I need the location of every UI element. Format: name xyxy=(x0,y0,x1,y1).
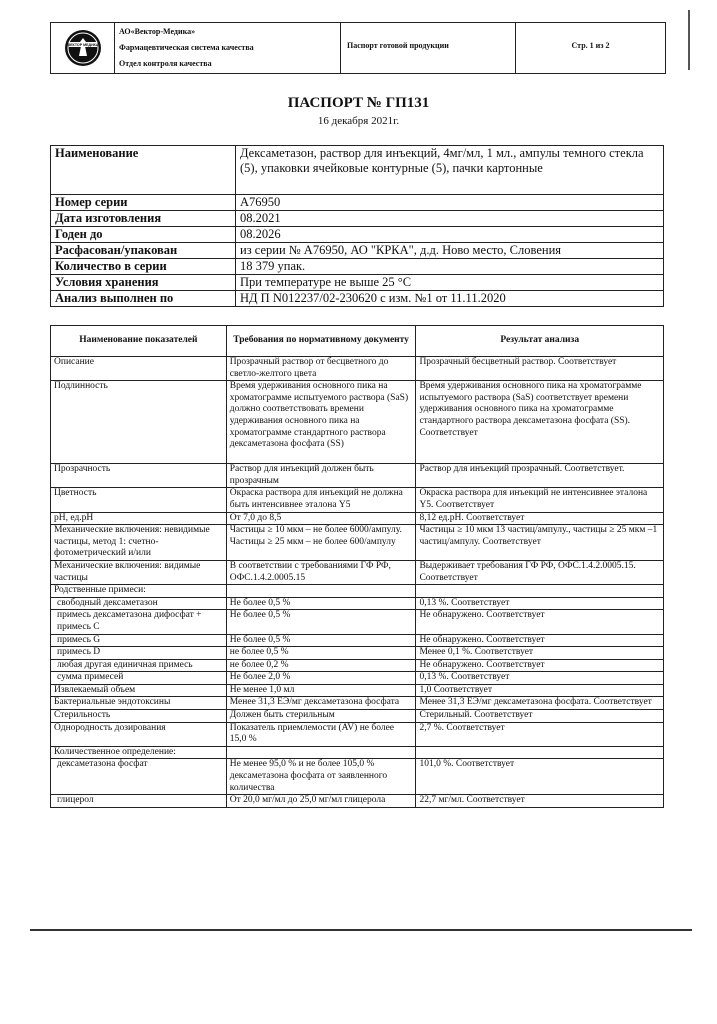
parameter-name: Извлекаемый объем xyxy=(51,684,227,697)
parameter-name: Механические включения: невидимые частицы, метод 1: счетно-фотометрический и/или xyxy=(51,525,227,561)
logo-emblem-icon xyxy=(63,28,103,68)
info-value: НД П N012237/02-230620 с изм. №1 от 11.11.2020 xyxy=(236,291,664,307)
info-row xyxy=(51,291,664,307)
table-row xyxy=(51,722,664,746)
info-row xyxy=(51,211,664,227)
info-label: Номер серии xyxy=(51,195,236,211)
result: 1,0 Соответствует xyxy=(416,684,664,697)
table-row xyxy=(51,560,664,584)
info-value: 18 379 упак. xyxy=(236,259,664,275)
logo-text: ВЕКТОР МЕДИКА xyxy=(67,43,98,47)
requirement: В соответствии с требованиями ГФ РФ, ОФС.1.4.2.0005.15 xyxy=(226,560,416,584)
info-label: Количество в серии xyxy=(51,259,236,275)
table-row xyxy=(51,610,664,634)
parameter-name: Подлинность xyxy=(51,381,227,464)
result: Выдерживает требования ГФ РФ, ОФС.1.4.2.0005.15. Соответствует xyxy=(416,560,664,584)
info-row xyxy=(51,259,664,275)
requirement xyxy=(226,746,416,759)
parameter-name: свободный дексаметазон xyxy=(51,597,227,610)
requirement: не более 0,2 % xyxy=(226,659,416,672)
parameter-name: pH, ед.pH xyxy=(51,512,227,525)
requirement xyxy=(226,585,416,598)
table-row xyxy=(51,357,664,381)
table-row xyxy=(51,672,664,685)
info-value: При температуре не выше 25 °С xyxy=(236,275,664,291)
parameter-name: Цветность xyxy=(51,488,227,512)
company-info xyxy=(115,23,341,73)
requirement: От 20,0 мг/мл до 25,0 мг/мл глицерола xyxy=(226,795,416,808)
requirement: Не более 0,5 % xyxy=(226,610,416,634)
result xyxy=(416,746,664,759)
requirement: Менее 31,3 ЕЭ/мг дексаметазона фосфата xyxy=(226,697,416,710)
table-row xyxy=(51,464,664,488)
requirement: Не более 0,5 % xyxy=(226,597,416,610)
table-row xyxy=(51,759,664,795)
result: 8,12 ед.pH. Соответствует xyxy=(416,512,664,525)
result: 0,13 %. Соответствует xyxy=(416,672,664,685)
info-row xyxy=(51,227,664,243)
requirement: Не менее 1,0 мл xyxy=(226,684,416,697)
info-value: из серии № A76950, АО "КРКА", д.д. Ново место, Словения xyxy=(236,243,664,259)
table-row xyxy=(51,488,664,512)
parameter-name: Родственные примеси: xyxy=(51,585,227,598)
result: Раствор для инъекций прозрачный. Соответствует. xyxy=(416,464,664,488)
table-row xyxy=(51,647,664,660)
specifications-table xyxy=(50,325,664,808)
requirement: Частицы ≥ 10 мкм – не более 6000/ампулу. Частицы ≥ 25 мкм – не более 600/ампулу xyxy=(226,525,416,561)
info-label: Дата изготовления xyxy=(51,211,236,227)
parameter-name: Бактериальные эндотоксины xyxy=(51,697,227,710)
requirement: Не более 0,5 % xyxy=(226,634,416,647)
parameter-name: любая другая единичная примесь xyxy=(51,659,227,672)
scan-edge-mark xyxy=(688,10,690,70)
specs-header-row xyxy=(51,326,664,357)
result xyxy=(416,585,664,598)
requirement: Не более 2,0 % xyxy=(226,672,416,685)
info-row xyxy=(51,146,664,195)
requirement: не более 0,5 % xyxy=(226,647,416,660)
result: Стерильный. Соответствует xyxy=(416,710,664,723)
page-number: Стр. 1 из 2 xyxy=(571,41,610,50)
result: 22,7 мг/мл. Соответствует xyxy=(416,795,664,808)
doc-type-label: Паспорт готовой продукции xyxy=(341,23,516,73)
info-label: Наименование xyxy=(51,146,236,195)
parameter-name: Стерильность xyxy=(51,710,227,723)
info-label: Расфасован/упакован xyxy=(51,243,236,259)
quality-system-label: Фармацевтическая система качества xyxy=(119,43,254,52)
department-label: Отдел контроля качества xyxy=(119,59,212,68)
result: Менее 31,3 ЕЭ/мг дексаметазона фосфата. Соответствует xyxy=(416,697,664,710)
parameter-name: дексаметазона фосфат xyxy=(51,759,227,795)
result: Частицы ≥ 10 мкм 13 частиц/ампулу., частицы ≥ 25 мкм –1 частиц/ампулу. Соответствует xyxy=(416,525,664,561)
result: Не обнаружено. Соответствует xyxy=(416,634,664,647)
info-label: Анализ выполнен по xyxy=(51,291,236,307)
table-row xyxy=(51,512,664,525)
requirement: Время удерживания основного пика на хроматограмме испытуемого раствора (SaS) должно соответствовать времени удерживания основного пика на хроматограмме стандартного раствора дексаметазона фосфата (SS) xyxy=(226,381,416,464)
parameter-name: Описание xyxy=(51,357,227,381)
result: 0,13 %. Соответствует xyxy=(416,597,664,610)
result: Окраска раствора для инъекций не интенсивнее эталона Y5. Соответствует xyxy=(416,488,664,512)
table-row xyxy=(51,659,664,672)
table-row xyxy=(51,697,664,710)
info-row xyxy=(51,275,664,291)
column-header-requirement: Требования по нормативному документу xyxy=(226,326,416,357)
requirement: Раствор для инъекций должен быть прозрачным xyxy=(226,464,416,488)
info-value: Дексаметазон, раствор для инъекций, 4мг/мл, 1 мл., ампулы темного стекла (5), упаковки ячейковые контурные (5), пачки картонные xyxy=(236,146,664,195)
column-header-result: Результат анализа xyxy=(416,326,664,357)
result: Менее 0,1 %. Соответствует xyxy=(416,647,664,660)
info-value: 08.2021 xyxy=(236,211,664,227)
parameter-name: примесь дексаметазона дифосфат + примесь С xyxy=(51,610,227,634)
result: Не обнаружено. Соответствует xyxy=(416,610,664,634)
document-date: 16 декабря 2021г. xyxy=(317,115,400,127)
company-name: АО«Вектор-Медика» xyxy=(119,27,196,36)
result: 101,0 %. Соответствует xyxy=(416,759,664,795)
document-header xyxy=(50,22,666,74)
table-row xyxy=(51,585,664,598)
parameter-name: сумма примесей xyxy=(51,672,227,685)
info-label: Условия хранения xyxy=(51,275,236,291)
table-row xyxy=(51,525,664,561)
table-row xyxy=(51,597,664,610)
parameter-name: Механические включения: видимые частицы xyxy=(51,560,227,584)
company-logo xyxy=(51,23,115,73)
scan-line-mark xyxy=(30,929,692,931)
table-row xyxy=(51,634,664,647)
table-row xyxy=(51,381,664,464)
requirement: Не менее 95,0 % и не более 105,0 % дексаметазона фосфата от заявленного количества xyxy=(226,759,416,795)
parameter-name: Прозрачность xyxy=(51,464,227,488)
table-row xyxy=(51,795,664,808)
info-row xyxy=(51,243,664,259)
parameter-name: глицерол xyxy=(51,795,227,808)
table-row xyxy=(51,710,664,723)
result: Время удерживания основного пика на хроматограмме испытуемого раствора (SaS) соответствует времени удерживания основного пика на хроматограмме стандартного раствора дексаметазона фосфата (SS). Соответствует xyxy=(416,381,664,464)
info-row xyxy=(51,195,664,211)
result: 2,7 %. Соответствует xyxy=(416,722,664,746)
info-value: A76950 xyxy=(236,195,664,211)
info-label: Годен до xyxy=(51,227,236,243)
table-row xyxy=(51,684,664,697)
result: Прозрачный бесцветный раствор. Соответствует xyxy=(416,357,664,381)
parameter-name: Однородность дозирования xyxy=(51,722,227,746)
product-info-table xyxy=(50,145,664,307)
requirement: Окраска раствора для инъекций не должна быть интенсивнее эталона Y5 xyxy=(226,488,416,512)
parameter-name: примесь G xyxy=(51,634,227,647)
table-row xyxy=(51,746,664,759)
parameter-name: примесь D xyxy=(51,647,227,660)
requirement: Показатель приемлемости (AV) не более 15,0 % xyxy=(226,722,416,746)
column-header-parameter: Наименование показателей xyxy=(51,326,227,357)
requirement: Прозрачный раствор от бесцветного до светло-желтого цвета xyxy=(226,357,416,381)
document-title: ПАСПОРТ № ГП131 xyxy=(287,95,430,111)
info-value: 08.2026 xyxy=(236,227,664,243)
result: Не обнаружено. Соответствует xyxy=(416,659,664,672)
requirement: От 7,0 до 8,5 xyxy=(226,512,416,525)
requirement: Должен быть стерильным xyxy=(226,710,416,723)
parameter-name: Количественное определение: xyxy=(51,746,227,759)
